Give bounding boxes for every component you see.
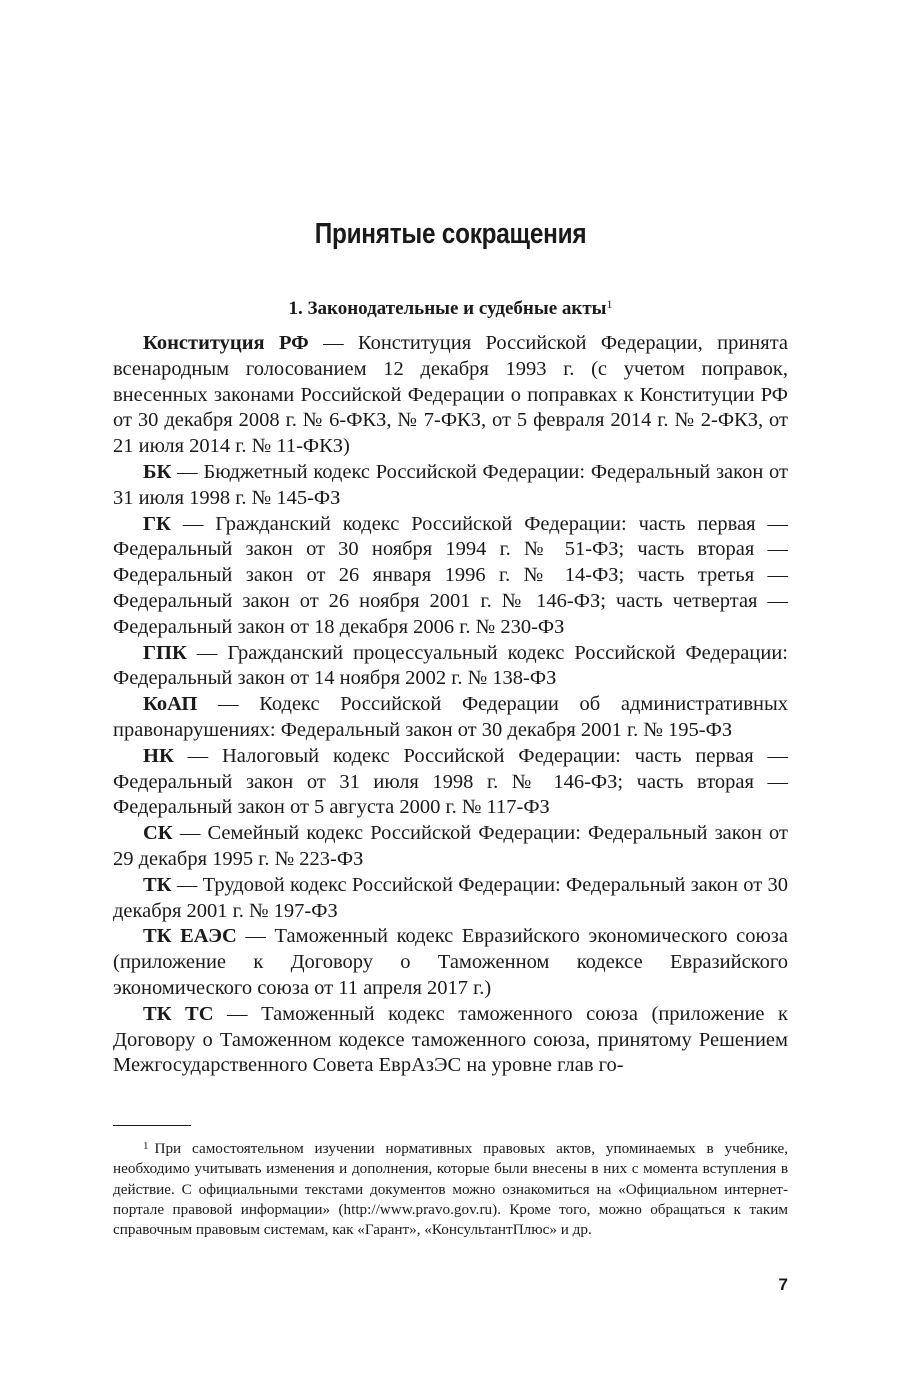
abbreviation-term: ТК ЕАЭС xyxy=(143,925,237,948)
section-heading xyxy=(113,297,788,320)
abbreviation-definition: — Трудовой кодекс Российской Федерации: Федеральный закон от 30 декабря 2001 г. № 197-ФЗ xyxy=(113,873,788,922)
abbreviation-entry xyxy=(113,744,788,821)
abbreviation-entry xyxy=(113,873,788,925)
footnote-marker: 1 xyxy=(143,1140,149,1152)
abbreviation-definition: — Гражданский кодекс Российской Федерации: часть первая — Федеральный закон от 30 ноября 1994 г. № 51-ФЗ; часть вторая — Федеральный закон от 26 января 1996 г. № 14-ФЗ; часть третья — Федеральный закон от 26 ноября 2001 г. № 146-ФЗ; часть четвертая — Федеральный закон от 18 декабря 2006 г. № 230-ФЗ xyxy=(113,512,788,638)
page-number: 7 xyxy=(778,1275,788,1294)
abbreviation-term: ТК xyxy=(143,873,172,896)
page-title: Принятые сокращения xyxy=(314,218,587,250)
abbreviation-definition: — Кодекс Российской Федерации об административных правонарушениях: Федеральный закон от 30 декабря 2001 г. № 195-ФЗ xyxy=(113,693,788,741)
footnote-text: При самостоятельном изучении нормативных правовых актов, упоминаемых в учебнике, необходимо учитывать изменения и дополнения, которые были внесены в них с момента вступления в действие. С официальными текстами документов можно ознакомиться на «Официальном интернет-портале правовой информации» (http://www.pravo.gov.ru). Кроме того, можно обращаться к таким справочным правовым системам, как «Гарант», «КонсультантПлюс» и др. xyxy=(113,1140,788,1239)
abbreviation-definition: — Конституция Российской Федерации, принята всенародным голосованием 12 декабря 1993 г. (с учетом поправок, внесенных законами Российской Федерации о поправках к Конституции РФ от 30 декабря 2008 г. № 6-ФКЗ, № 7-ФКЗ, от 5 февраля 2014 г. № 2-ФКЗ, от 21 июля 2014 г. № 11-ФКЗ) xyxy=(113,332,788,458)
abbreviation-entry xyxy=(113,692,788,744)
abbreviation-definition: — Бюджетный кодекс Российской Федерации: Федеральный закон от 31 июля 1998 г. № 145-ФЗ xyxy=(113,460,788,509)
abbreviation-entry xyxy=(113,331,788,460)
abbreviation-entry xyxy=(113,821,788,873)
abbreviation-term: НК xyxy=(143,744,174,767)
abbreviation-term: Конституция РФ xyxy=(143,332,309,354)
abbreviation-term: БК xyxy=(143,460,172,483)
abbreviation-entry xyxy=(113,512,788,641)
abbreviation-definition: — Семейный кодекс Российской Федерации: Федеральный закон от 29 декабря 1995 г. № 223-ФЗ xyxy=(113,822,788,870)
abbreviation-term: ГПК xyxy=(143,641,187,664)
abbreviation-term: ГК xyxy=(143,512,171,535)
footnote-divider xyxy=(113,1125,191,1126)
abbreviation-list xyxy=(113,331,788,1079)
footnote xyxy=(113,1136,788,1240)
abbreviation-definition: — Таможенный кодекс таможенного союза (приложение к Договору о Таможенном кодексе таможенного союза, принятому Решением Межгосударственного Совета ЕврАзЭС на уровне глав го- xyxy=(113,1002,788,1077)
abbreviation-definition: — Таможенный кодекс Евразийского экономического союза (приложение к Договору о Таможенном кодексе Евразийского экономического союза от 11 апреля 2017 г.) xyxy=(113,925,788,999)
abbreviation-entry xyxy=(113,1002,788,1079)
abbreviation-definition: — Налоговый кодекс Российской Федерации: часть первая — Федеральный закон от 31 июля 1998 г. № 146-ФЗ; часть вторая — Федеральный закон от 5 августа 2000 г. № 117-ФЗ xyxy=(113,744,788,819)
abbreviation-term: КоАП xyxy=(143,693,198,716)
abbreviation-entry xyxy=(113,460,788,512)
footnote-reference: 1 xyxy=(606,297,613,311)
abbreviation-term: СК xyxy=(143,822,173,845)
abbreviation-entry xyxy=(113,641,788,693)
abbreviation-term: ТК ТС xyxy=(143,1002,214,1025)
abbreviation-entry xyxy=(113,924,788,1001)
abbreviation-definition: — Гражданский процессуальный кодекс Российской Федерации: Федеральный закон от 14 ноября 2002 г. № 138-ФЗ xyxy=(113,641,788,690)
section-heading-text: 1. Законодательные и судебные акты xyxy=(288,298,607,319)
